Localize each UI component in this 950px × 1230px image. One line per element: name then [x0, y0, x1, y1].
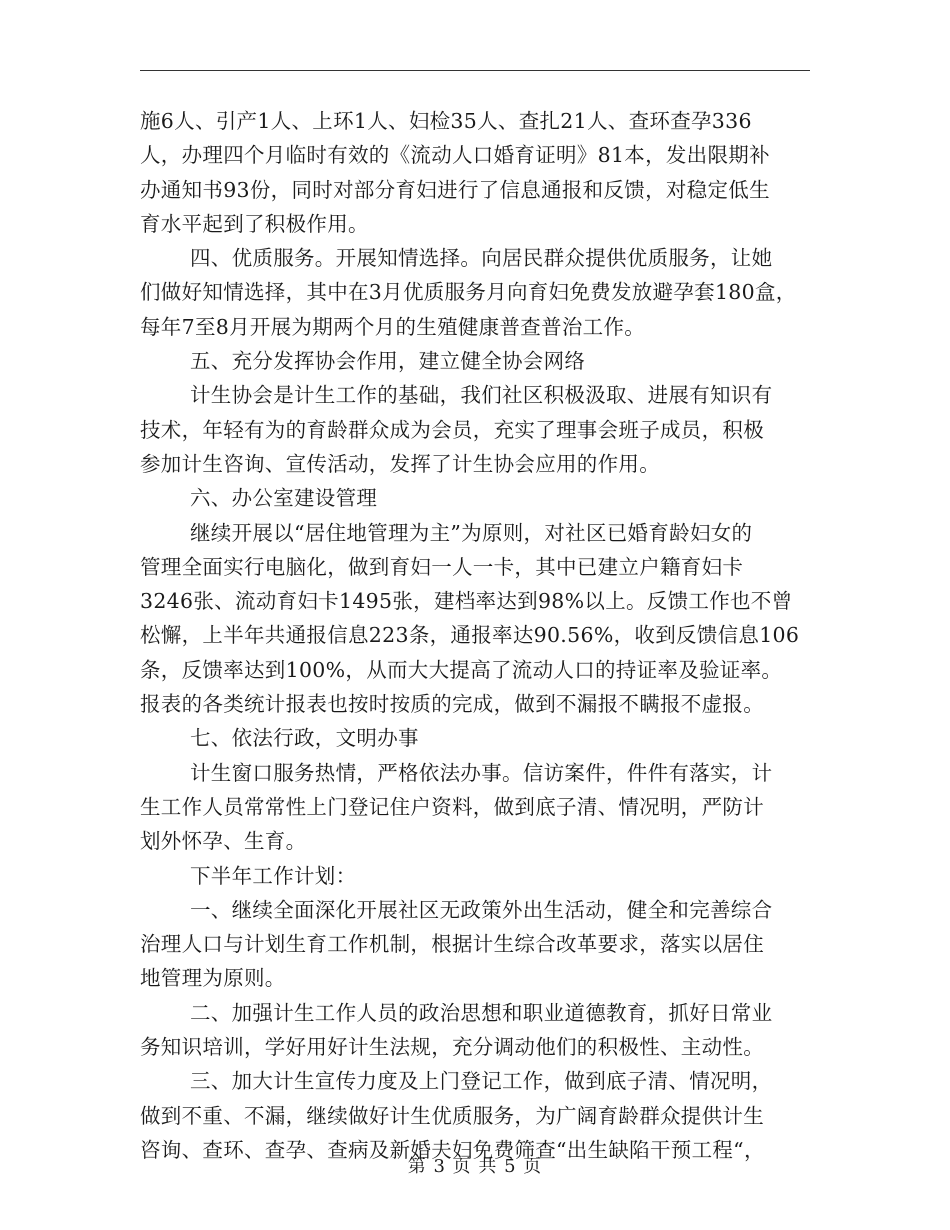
paragraph-start: 计生窗口服务热情，严格依法办事。信访案件，件件有落实，计 — [190, 760, 773, 785]
text-line: 施6人、引产1人、上环1人、妇检35人、查扎21人、查环查孕336 — [140, 109, 752, 133]
paragraph-start: 三、加大计生宣传力度及上门登记工作，做到底子清、情况明， — [190, 1069, 773, 1094]
paragraph-start: 二、加强计生工作人员的政治思想和职业道德教育，抓好日常业 — [190, 1000, 773, 1025]
text-line: 报表的各类统计报表也按时按质的完成，做到不漏报不瞒报不虚报。 — [140, 692, 764, 717]
page-footer: 第 3 页 共 5 页 — [407, 1156, 543, 1177]
text-line: 松懈，上半年共通报信息223条，通报率达90.56%，收到反馈信息106 — [140, 623, 800, 648]
text-line: 人，办理四个月临时有效的《流动人口婚育证明》81本，发出限期补 — [140, 143, 770, 168]
text-line: 参加计生咨询、宣传活动，发挥了计生协会应用的作用。 — [140, 451, 660, 476]
section-heading: 六、办公室建设管理 — [190, 486, 378, 511]
header-rule — [140, 70, 810, 71]
text-line: 条，反馈率达到100%，从而大大提高了流动人口的持证率及验证率。 — [140, 657, 783, 682]
section-heading: 下半年工作计划： — [190, 863, 357, 888]
section-heading: 五、充分发挥协会作用，建立健全协会网络 — [190, 349, 586, 374]
text-line: 办通知书93份，同时对部分育妇进行了信息通报和反馈，对稳定低生 — [140, 177, 770, 202]
text-line: 育水平起到了积极作用。 — [140, 211, 369, 236]
text-line: 技术，年轻有为的育龄群众成为会员，充实了理事会班子成员，积极 — [140, 417, 764, 442]
text-line: 3246张、流动育妇卡1495张，建档率达到98%以上。反馈工作也不曾 — [140, 589, 793, 614]
paragraph-start: 一、继续全面深化开展社区无政策外出生活动，健全和完善综合 — [190, 897, 773, 922]
text-line: 地管理为原则。 — [140, 966, 286, 991]
text-line: 划外怀孕、生育。 — [140, 829, 307, 854]
text-line: 每年7至8月开展为期两个月的生殖健康普查普治工作。 — [140, 314, 646, 339]
paragraph-start: 四、优质服务。开展知情选择。向居民群众提供优质服务，让她 — [190, 246, 773, 271]
text-line: 管理全面实行电脑化，做到育妇一人一卡，其中已建立户籍育妇卡 — [140, 554, 744, 579]
text-line: 咨询、查环、查孕、查病及新婚夫妇免费筛查“出生缺陷干预工程“， — [140, 1137, 765, 1162]
text-line: 们做好知情选择，其中在3月优质服务月向育妇免费发放避孕套180盒， — [140, 280, 797, 305]
text-line: 治理人口与计划生育工作机制，根据计生综合改革要求，落实以居住 — [140, 932, 764, 957]
text-line: 生工作人员常常性上门登记住户资料，做到底子清、情况明，严防计 — [140, 794, 764, 819]
body-text — [140, 104, 820, 1167]
section-heading: 七、依法行政，文明办事 — [190, 726, 419, 751]
text-line: 务知识培训，学好用好计生法规，充分调动他们的积极性、主动性。 — [140, 1035, 764, 1060]
paragraph-start: 继续开展以“居住地管理为主”为原则，对社区已婚育龄妇女的 — [190, 520, 753, 545]
text-line: 做到不重、不漏，继续做好计生优质服务，为广阔育龄群众提供计生 — [140, 1103, 764, 1128]
paragraph-start: 计生协会是计生工作的基础，我们社区积极汲取、进展有知识有 — [190, 383, 773, 408]
